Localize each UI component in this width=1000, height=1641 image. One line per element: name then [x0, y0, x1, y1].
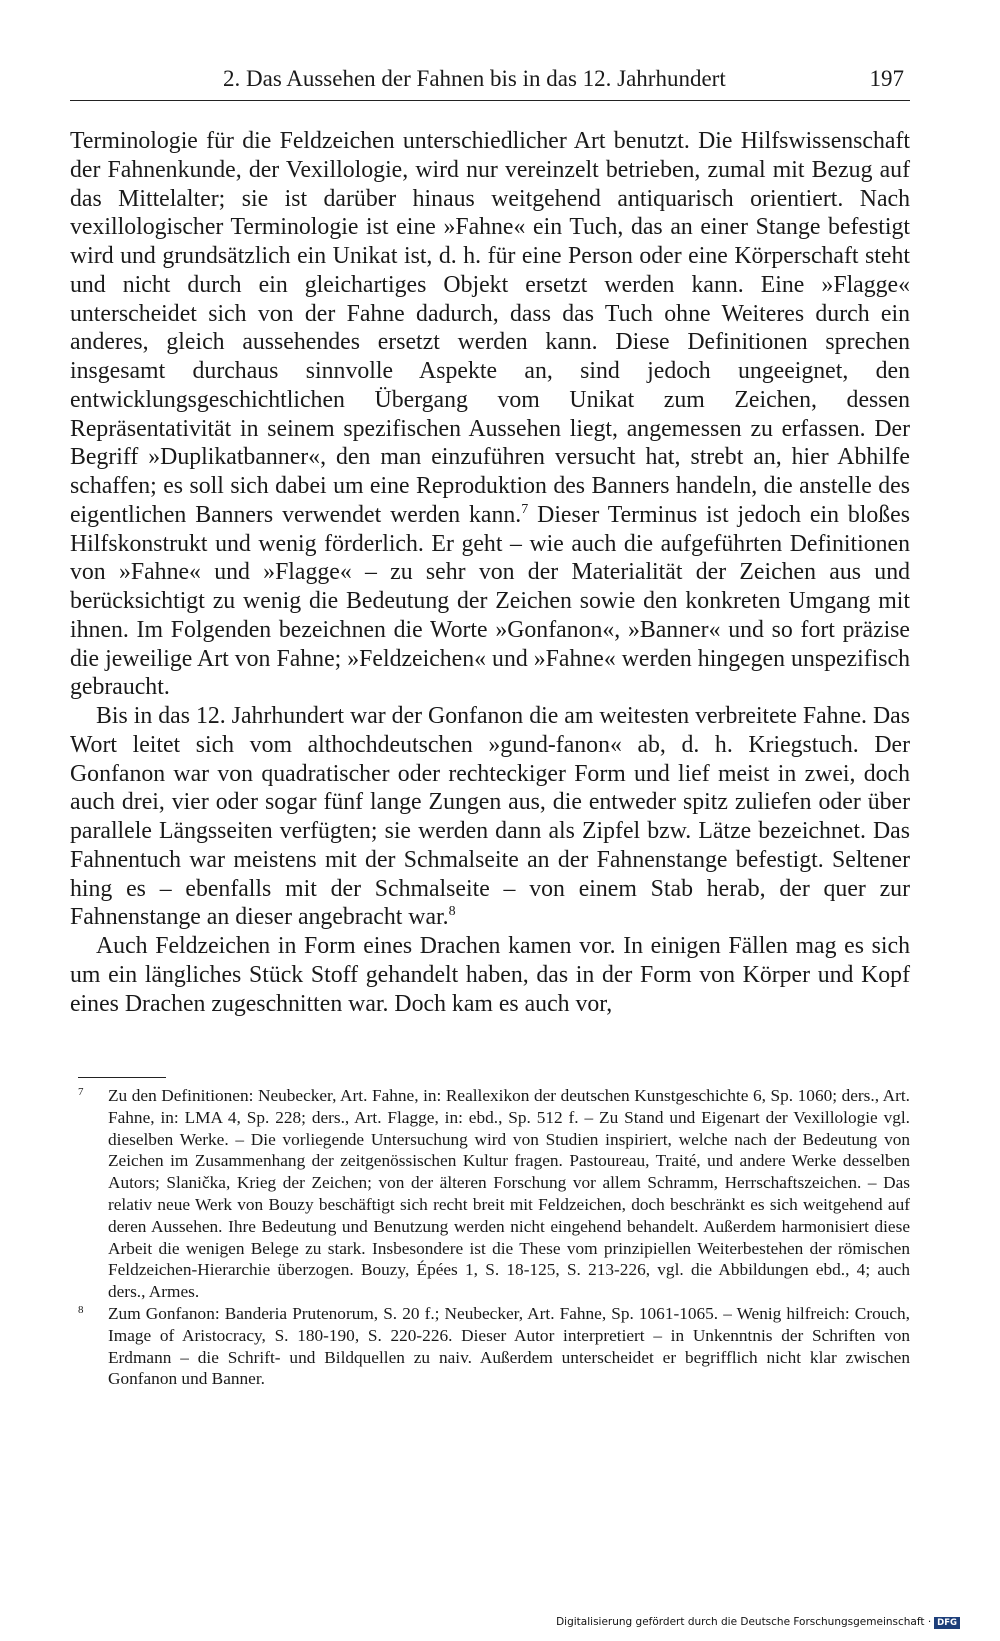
digitization-credit: [556, 1616, 960, 1629]
footnote-rule: [78, 1077, 166, 1078]
paragraph-3: [70, 932, 910, 1018]
paragraph-3-text: Auch Feldzeichen in Form eines Drachen kamen vor. In einigen Fällen mag es sich um ein längliches Stück Stoff gehandelt haben, das in der Form von Körper und Kopf eines Drachen zugeschnitten war. Doch kam es auch vor,: [70, 933, 910, 1017]
header-rule: [70, 100, 910, 101]
footnote-mark: 7: [78, 1086, 84, 1098]
footnote-ref-8[interactable]: 8: [448, 904, 456, 920]
dfg-logo: DFG: [934, 1617, 960, 1629]
footnote-text: Zu den Definitionen: Neubecker, Art. Fahne, in: Reallexikon der deutschen Kunstgeschichte 6, Sp. 1060; ders., Art. Fahne, in: LMA 4, Sp. 228; ders., Art. Flagge, in: ebd., Sp. 512 f. – Zu Stand und Eigenart der Vexillologie vgl. dieselben Werke. – Die vorliegende Untersuchung wird von Studien inspiriert, welche nach der Bedeutung von Zeichen im Zusammenhang der zeitgenössischen Kultur fragen. Pastoureau, Traité, und andere Werke desselben Autors; Slanička, Krieg der Zeichen; von der älteren Forschung vor allem Schramm, Herrschaftszeichen. – Das relativ neue Werk von Bouzy beschäftigt sich recht breit mit Feldzeichen, doch beschränkt es sich weitgehend auf deren Aussehen. Ihre Bedeutung und Benutzung werden nicht eingehend behandelt. Außerdem harmonisiert diese Arbeit die wenigen Belege zu stark. Insbesondere ist die These vom prinzipiellen Weiterbestehen der römischen Feldzeichen-Hierarchie überzogen. Bouzy, Épées 1, S. 18-125, S. 213-226, vgl. die Abbildungen ebd., 4; auch ders., Armes.: [108, 1086, 910, 1302]
footnote-7: [70, 1085, 910, 1303]
running-head: [70, 63, 910, 95]
footnote-mark: 8: [78, 1303, 84, 1316]
paragraph-2-text: Bis in das 12. Jahrhundert war der Gonfanon die am weitesten verbreitete Fahne. Das Wort leitet sich vom althochdeutschen »gund-fanon« ab, d. h. Kriegstuch. Der Gonfanon war von quadratischer oder rechteckiger Form und lief meist in zwei, doch auch drei, vier oder sogar fünf lange Zungen aus, die entweder spitz zuliefen oder über parallele Längsseiten verfügten; sie werden dann als Zipfel bzw. Lätze bezeichnet. Das Fahnentuch war meistens mit der Schmalseite an der Fahnenstange befestigt. Seltener hing es – ebenfalls mit der Schmalseite – von einem Stab herab, der quer zur Fahnenstange an dieser angebracht war.: [70, 703, 910, 931]
footnote-text: Zum Gonfanon: Banderia Prutenorum, S. 20 f.; Neubecker, Art. Fahne, Sp. 1061-1065. – Wenig hilfreich: Crouch, Image of Aristocracy, S. 180-190, S. 220-226. Dieser Autor interpretiert – in Unkenntnis der Schriften von Erdmann – die Schrift- und Bildquellen zu naiv. Außerdem unterscheidet er begrifflich nicht klar zwischen Gonfanon und Banner.: [108, 1303, 910, 1389]
credit-text: Digitalisierung gefördert durch die Deutsche Forschungsgemeinschaft ·: [556, 1616, 932, 1628]
main-text: [70, 127, 910, 1018]
paragraph-1-continuation: Dieser Terminus ist jedoch ein bloßes Hilfskonstrukt und wenig förderlich. Er geht – wie auch die aufgeführten Definitionen von »Fahne« und »Flagge« – zu sehr von der Materialität der Zeichen aus und berücksichtigt zu wenig die Bedeutung der Zeichen sowie den konkreten Umgang mit ihnen. Im Folgenden bezeichnen die Worte »Gonfanon«, »Banner« und so fort präzise die jeweilige Art von Fahne; »Feldzeichen« und »Fahne« werden hingegen unspezifisch gebraucht.: [70, 501, 911, 701]
paragraph-1: [70, 127, 910, 702]
chapter-title: 2. Das Aussehen der Fahnen bis in das 12. Jahrhundert: [223, 66, 726, 91]
paragraph-2: [70, 702, 910, 932]
footnote-8: [70, 1303, 910, 1390]
footnote-ref-7[interactable]: 7: [521, 501, 529, 517]
page-number: 197: [869, 66, 904, 91]
paragraph-1-text: Terminologie für die Feldzeichen unterschiedlicher Art benutzt. Die Hilfswissenschaft der Fahnenkunde, der Vexillologie, wird nur vereinzelt betrieben, zumal mit Bezug auf das Mittelalter; sie ist darüber hinaus weitgehend antiquarisch orientiert. Nach vexillologischer Terminologie ist eine »Fahne« ein Tuch, das an einer Stange befestigt wird und grundsätzlich ein Unikat ist, d. h. für eine Person oder eine Körperschaft steht und nicht durch ein gleichartiges Objekt ersetzt werden kann. Eine »Flagge« unterscheidet sich von der Fahne dadurch, dass das Tuch ohne Weiteres durch ein anderes, gleich aussehendes ersetzt werden kann. Diese Definitionen sprechen insgesamt durchaus sinnvolle Aspekte an, sind jedoch ungeeignet, den entwicklungsgeschichtlichen Übergang vom Unikat zum Zeichen, dessen Repräsentativität in seinem spezifischen Aussehen liegt, angemessen zu erfassen. Der Begriff »Duplikatbanner«, den man einzuführen versucht hat, strebt an, hier Abhilfe schaffen; es soll sich dabei um eine Reproduktion des Banners handeln, die anstelle des eigentlichen Banners verwendet werden kann.: [70, 128, 910, 528]
footnotes: [70, 1085, 910, 1390]
